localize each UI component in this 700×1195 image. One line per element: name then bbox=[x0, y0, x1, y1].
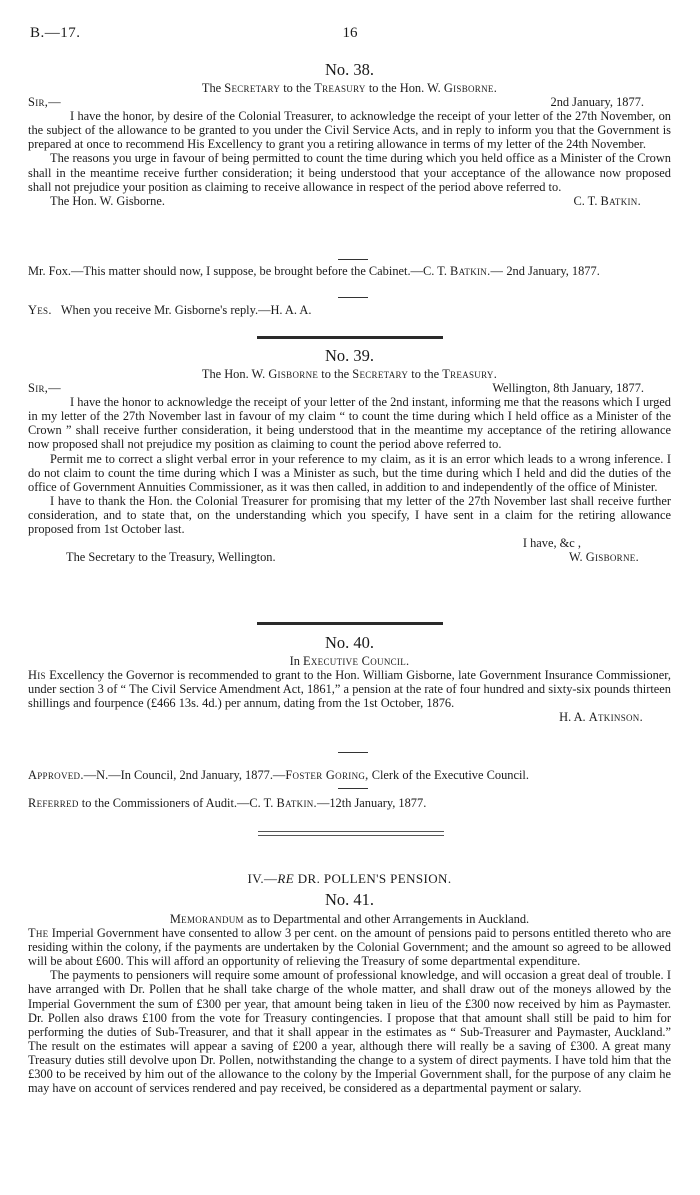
letter-date: 2nd January, 1877. bbox=[550, 95, 644, 110]
doc-number: No. 40. bbox=[324, 633, 375, 652]
paragraph: I have the honor to acknowledge the receipt of your letter of the 2nd instant, informing me that the reasons which I urged in my letter of the 27th November last in favour of my claim “ to count the time during which I held office as a Minister of the Crown ” shall receive further consideration, it being understood that in the meantime my acceptance of the retiring allowance now proposed shall not prejudice my position as claiming to count the period above referred to. bbox=[28, 395, 671, 452]
section-divider bbox=[258, 831, 444, 836]
letter-39 bbox=[28, 346, 671, 564]
divider bbox=[338, 788, 368, 789]
minute-fox bbox=[28, 264, 671, 278]
addressee: The Hon. W. Gisborne. bbox=[50, 193, 165, 208]
signature-initials: C. T. bbox=[573, 193, 598, 208]
signature bbox=[569, 550, 671, 564]
heading-sender: Secretary bbox=[224, 81, 281, 95]
signature-row bbox=[28, 194, 671, 208]
paragraph-lead: The bbox=[28, 926, 49, 941]
signature-name: Batkin. bbox=[600, 193, 641, 208]
section-title bbox=[28, 872, 671, 886]
paragraph: Permit me to correct a slight verbal error in your reference to my claim, as it is an error which leads to a wrong inference. I do not claim to count the time during which I was a Minister as such, but the time during which I held and did the duties of the office of Government Annuities Commissioner, as it was then called, in addition to and independently of the office of Minister. bbox=[28, 451, 671, 494]
heading-text: to the bbox=[283, 81, 312, 95]
paragraph-lead: His bbox=[28, 668, 46, 683]
approved-text: —N.—In Council, 2nd January, 1877.— bbox=[83, 768, 286, 782]
doc-41 bbox=[28, 890, 671, 1095]
doc-40 bbox=[28, 633, 671, 724]
doc-number: No. 41. bbox=[324, 890, 375, 909]
paragraph-body: Excellency the Governor is recommended to grant to the Hon. William Gisborne, late Government Insurance Commissioner, under section 3 of “ The Civil Service Amendment Act, 1861,” a pension at the rate of four hundred and sixty-six pounds thirteen shillings and fourpence (£466 13s. 4d.) per annum, dating from the 1st October, 1876. bbox=[28, 668, 671, 711]
letter-number: No. 38. bbox=[324, 60, 375, 79]
approved-tail: Clerk of the Executive Council. bbox=[371, 768, 529, 782]
approval-line bbox=[28, 768, 671, 782]
salutation: Sir,— bbox=[28, 95, 61, 110]
heading-text: to the bbox=[321, 367, 350, 381]
heading-council: Executive Council. bbox=[303, 654, 410, 668]
heading-text: as to Departmental and other Arrangements in Auckland. bbox=[246, 912, 530, 926]
section-divider bbox=[257, 336, 443, 339]
signature-name: Gisborne. bbox=[585, 550, 639, 565]
heading-text: to the Hon. W. bbox=[368, 81, 441, 95]
referred-name: Batkin. bbox=[276, 796, 317, 810]
page-number: 16 bbox=[342, 25, 358, 41]
letter-heading bbox=[28, 81, 671, 95]
referral-line bbox=[28, 796, 671, 810]
divider bbox=[338, 259, 368, 260]
addressee: The Secretary to the Treasury, Wellington. bbox=[66, 550, 276, 565]
signature-initials: H. A. bbox=[559, 710, 586, 725]
referred-date: —12th January, 1877. bbox=[316, 796, 427, 810]
signature bbox=[573, 194, 671, 208]
doc-heading bbox=[28, 654, 671, 668]
signature-initials: W. bbox=[568, 550, 583, 565]
salutation-row bbox=[28, 381, 671, 395]
referred-text: to the Commissioners of Audit.—C. T. bbox=[81, 796, 274, 810]
paragraph-body: Imperial Government have consented to allow 3 per cent. on the amount of pensions paid to persons entitled thereto who are residing within the colony, if the payments are undertaken by the Colonial Government; and the amount so agreed to be allowed will be about £600. This will afford an opportunity of relieving the Treasury of some departmental expenditure. bbox=[28, 926, 671, 969]
approved-name: Foster Goring, bbox=[285, 768, 369, 782]
signature-row bbox=[28, 550, 671, 564]
minute-yes-word: Yes. bbox=[28, 303, 52, 317]
section-prefix: IV.— bbox=[247, 871, 278, 886]
heading-text: In bbox=[289, 654, 300, 668]
minute-body: Mr. Fox.—This matter should now, I suppose, be brought before the Cabinet.—C. T. bbox=[28, 264, 447, 278]
heading-text: The bbox=[201, 81, 222, 95]
salutation: Sir,— bbox=[28, 381, 61, 396]
heading-recipient: Gisborne. bbox=[443, 81, 498, 95]
heading-org: Treasury bbox=[314, 81, 366, 95]
heading-lead: Memorandum bbox=[169, 912, 244, 926]
minute-text bbox=[28, 264, 671, 278]
letter-date: Wellington, 8th January, 1877. bbox=[492, 381, 644, 396]
minute-yes bbox=[28, 303, 671, 317]
heading-text: to the bbox=[411, 367, 440, 381]
salutation-row bbox=[28, 95, 671, 109]
document-code: B.—17. bbox=[30, 25, 81, 41]
letter-number: No. 39. bbox=[324, 346, 375, 365]
minute-body: When you receive Mr. Gisborne's reply.—H. A. A. bbox=[60, 303, 312, 317]
section-divider bbox=[257, 622, 443, 625]
paragraph: The reasons you urge in favour of being permitted to count the time during which you held office as a Minister of the Crown shall in the meantime receive further consideration; it being understood that your acceptance of the allowance now proposed shall not prejudice your position as claiming to receive allowance in respect of the period above referred to. bbox=[28, 151, 671, 194]
heading-sender: Gisborne bbox=[268, 367, 319, 381]
referred-label: Referred bbox=[28, 796, 79, 810]
signature-name: Atkinson. bbox=[588, 710, 643, 725]
signature bbox=[28, 710, 671, 724]
paragraph bbox=[28, 668, 671, 710]
paragraph: The payments to pensioners will require some amount of professional knowledge, and will occasion a great deal of trouble. I have arranged with Dr. Pollen that he shall take charge of the whole matter, and shall draw out of the moneys allowed by the Imperial Government the sum of £300 per year, that amount being taken in lieu of the £300 now received by him as Paymaster. Dr. Pollen also draws £100 from the vote for Treasury contingencies. I propose that that amount shall still be paid to him for performing the duties of Sub-Treasurer, and that it shall appear in the estimates as “ Sub-Treasurer and Paymaster, Auckland.” The result on the estimates will appear a saving of £200 a year, although there will really be a saving of £300. A great many Treasury duties still devolve upon Dr. Pollen, notwithstanding the change to a system of direct payments. I have told him that the £300 to be received by him out of the allowance to the colony by the Imperial Government shall, for the purpose of any claim he may have on account of services rendered and pay received, be considered as a departmental payment or salary. bbox=[28, 968, 671, 1096]
paragraph bbox=[28, 926, 671, 968]
closing: I have, &c , bbox=[522, 536, 581, 551]
paragraph: I have to thank the Hon. the Colonial Treasurer for promising that my letter of the 27th November last shall receive further consideration, and to state that, on the understanding which you specify, I have sent in a claim for the retiring allowance proposed from 1st October last. bbox=[28, 493, 671, 537]
section-heading: DR. POLLEN'S PENSION. bbox=[297, 871, 452, 886]
letter-heading bbox=[28, 367, 671, 381]
paragraph: I have the honor, by desire of the Colonial Treasurer, to acknowledge the receipt of your letter of the 27th November, on the subject of the allowance to be granted to you under the Civil Service Acts, and in reply to inform you that the Government is prepared at once to recommend His Excellency to grant you a retiring allowance in terms of my letter of the 24th November. bbox=[28, 109, 671, 152]
minute-signature: Batkin.— bbox=[450, 264, 504, 278]
heading-text: The Hon. W. bbox=[201, 367, 266, 381]
letter-38 bbox=[28, 60, 671, 208]
doc-heading bbox=[28, 912, 671, 926]
heading-recipient: Secretary bbox=[352, 367, 409, 381]
divider bbox=[338, 297, 368, 298]
section-re: RE bbox=[277, 871, 295, 886]
approved-label: Approved. bbox=[28, 768, 84, 782]
divider bbox=[338, 752, 368, 753]
heading-org: Treasury. bbox=[442, 367, 498, 381]
minute-date: 2nd January, 1877. bbox=[506, 264, 600, 278]
